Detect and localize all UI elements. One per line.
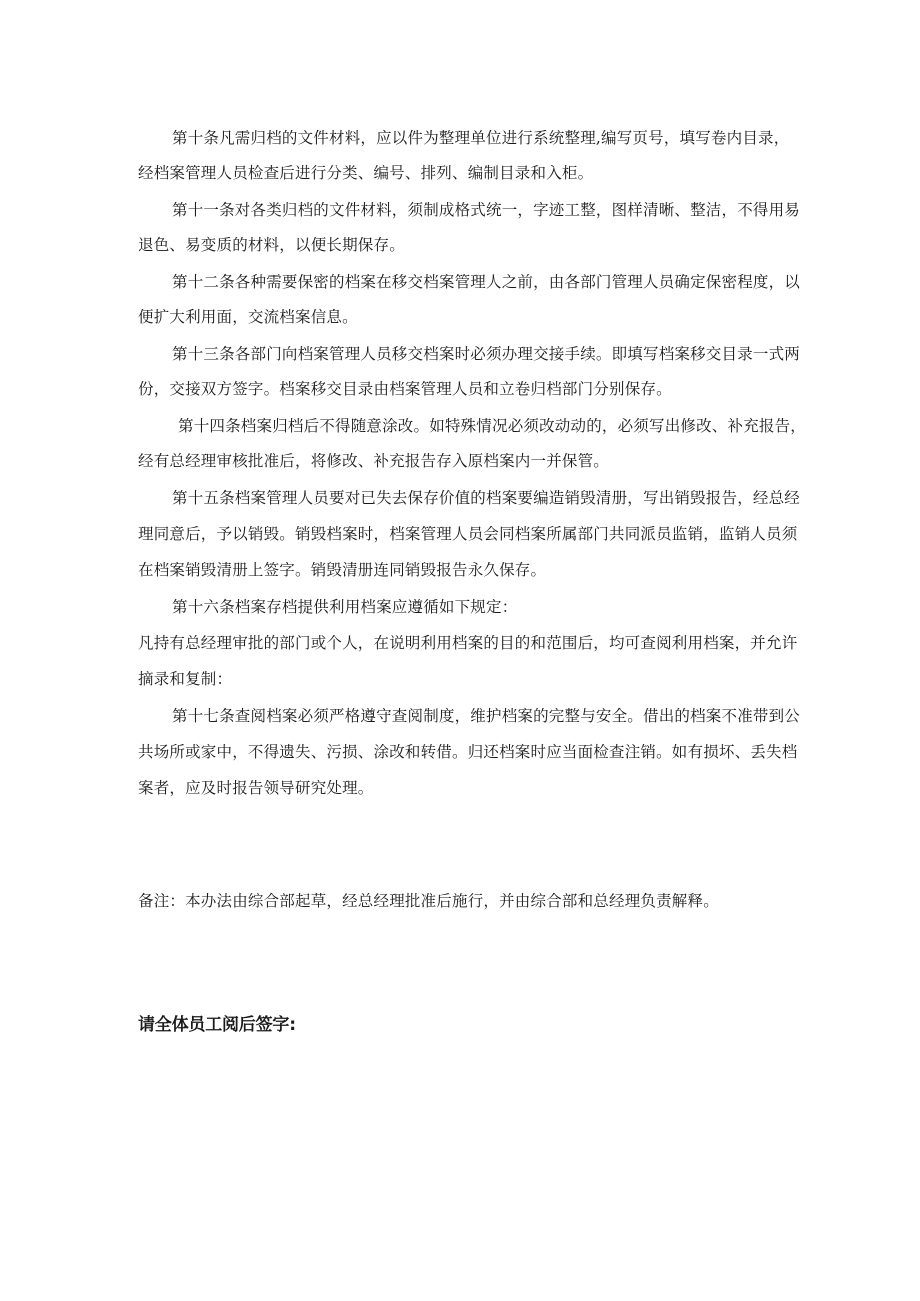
article-14-line-2: 经有总经理审核批准后，将修改、补充报告存入原档案内一并保管。 <box>138 452 610 470</box>
remark-note: 备注：本办法由综合部起草，经总经理批准后施行，并由综合部和总经理负责解释。 <box>138 892 719 910</box>
article-12-line-2: 便扩大利用面，交流档案信息。 <box>138 308 358 326</box>
article-11-line-1: 第十一条对各类归档的文件材料，须制成格式统一，字迹工整，图样清晰、整洁，不得用易 <box>172 201 801 219</box>
sign-prompt: 请全体员工阅后签字: <box>138 1015 296 1035</box>
article-13-line-2: 份，交接双方签字。档案移交目录由档案管理人员和立卷归档部门分别保存。 <box>138 380 672 398</box>
article-15-line-3: 在档案销毁清册上签字。销毁清册连同销毁报告永久保存。 <box>138 561 547 579</box>
article-17-line-1: 第十七条查阅档案必须严格遵守查阅制度，维护档案的完整与安全。借出的档案不准带到公 <box>172 707 801 725</box>
article-15-line-2: 理同意后，予以销毁。销毁档案时，档案管理人员会同档案所属部门共同派员监销，监销人员须 <box>138 525 798 543</box>
article-12-line-1: 第十二条各种需要保密的档案在移交档案管理人之前，由各部门管理人员确定保密程度，以 <box>172 273 801 291</box>
article-15-line-1: 第十五条档案管理人员要对已失去保存价值的档案要编造销毁清册，写出销毁报告，经总经 <box>172 489 801 507</box>
article-17-line-2: 共场所或家中，不得遗失、污损、涂改和转借。归还档案时应当面检查注销。如有损坏、丢失档 <box>138 743 798 761</box>
article-16-line-2: 凡持有总经理审批的部门或个人，在说明利用档案的目的和范围后，均可查阅利用档案，并允许 <box>138 634 798 652</box>
article-10-line-2: 经档案管理人员检查后进行分类、编号、排列、编制目录和入柜。 <box>138 164 594 182</box>
article-17-line-3: 案者，应及时报告领导研究处理。 <box>138 779 374 797</box>
article-11-line-2: 退色、易变质的材料，以便长期保存。 <box>138 236 405 254</box>
article-14-line-1: 第十四条档案归档后不得随意涂改。如特殊情况必须改动动的，必须写出修改、补充报告， <box>178 417 807 435</box>
article-10-line-1: 第十条凡需归档的文件材料，应以件为整理单位进行系统整理,编写页号，填写卷内目录， <box>172 129 790 147</box>
article-16-line-3: 摘录和复制： <box>138 670 233 688</box>
article-13-line-1: 第十三条各部门向档案管理人员移交档案时必须办理交接手续。即填写档案移交目录一式两 <box>172 345 801 363</box>
article-16-line-1: 第十六条档案存档提供利用档案应遵循如下规定： <box>172 598 518 616</box>
